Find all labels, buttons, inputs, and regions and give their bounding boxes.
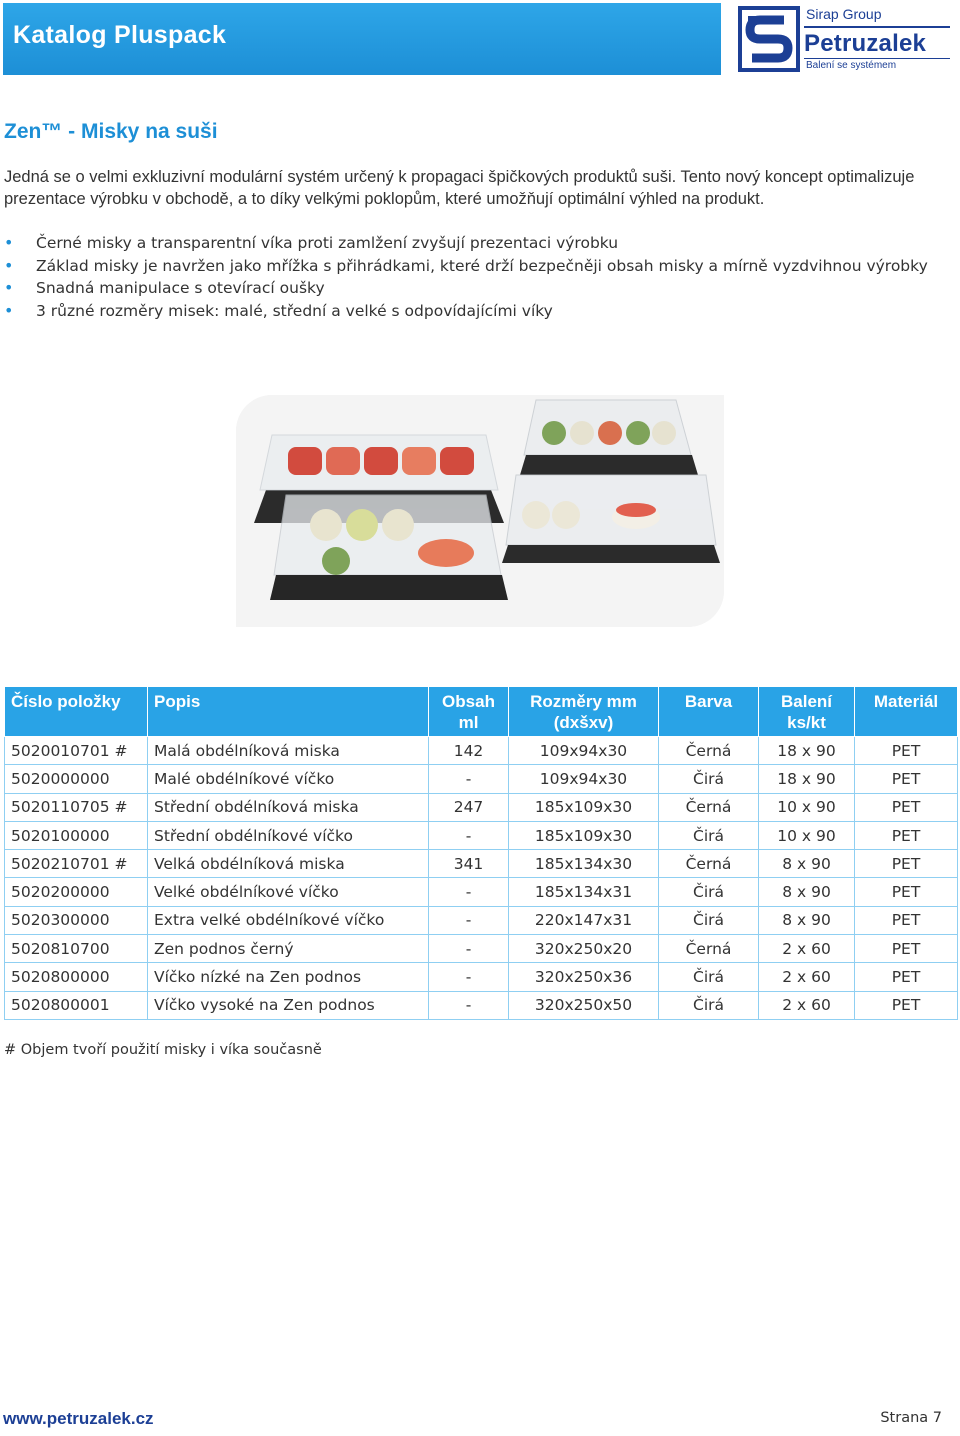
cell-material: PET	[855, 793, 958, 821]
column-header-volume[interactable]: Obsah ml	[429, 687, 509, 737]
cell-volume: -	[429, 821, 509, 849]
footer-website-link[interactable]: www.petruzalek.cz	[3, 1409, 154, 1428]
cell-material: PET	[855, 765, 958, 793]
cell-volume: 247	[429, 793, 509, 821]
column-header-description[interactable]: Popis	[148, 687, 429, 737]
cell-material: PET	[855, 991, 958, 1019]
cell-item-number: 5020000000	[5, 765, 148, 793]
cell-color: Černá	[659, 793, 759, 821]
cell-material: PET	[855, 821, 958, 849]
column-header-dimensions[interactable]: Rozměry mm (dxšxv)	[509, 687, 659, 737]
sushi-trays-illustration	[236, 395, 724, 627]
cell-color: Čirá	[659, 906, 759, 934]
cell-volume: -	[429, 963, 509, 991]
cell-description: Extra velké obdélníkové víčko	[148, 906, 429, 934]
cell-description: Střední obdélníkové víčko	[148, 821, 429, 849]
table-row[interactable]	[5, 935, 958, 963]
column-header-color[interactable]: Barva	[659, 687, 759, 737]
cell-description: Zen podnos černý	[148, 935, 429, 963]
cell-description: Malé obdélníkové víčko	[148, 765, 429, 793]
table-row[interactable]	[5, 850, 958, 878]
cell-dimensions: 185x134x31	[509, 878, 659, 906]
cell-item-number: 5020100000	[5, 821, 148, 849]
cell-volume: -	[429, 935, 509, 963]
logo-group-text: Sirap Group	[806, 6, 882, 22]
cell-color: Čirá	[659, 765, 759, 793]
logo-name-text: Petruzalek	[804, 30, 927, 57]
cell-color: Černá	[659, 737, 759, 765]
feature-item	[4, 255, 928, 278]
feature-list	[4, 232, 928, 322]
cell-packaging: 8 x 90	[759, 850, 855, 878]
cell-packaging: 8 x 90	[759, 906, 855, 934]
logo-divider	[804, 26, 950, 28]
cell-item-number: 5020800001	[5, 991, 148, 1019]
cell-dimensions: 320x250x20	[509, 935, 659, 963]
cell-color: Čirá	[659, 821, 759, 849]
cell-color: Čirá	[659, 878, 759, 906]
cell-dimensions: 185x134x30	[509, 850, 659, 878]
cell-color: Čirá	[659, 991, 759, 1019]
medium-tray	[520, 400, 698, 475]
cell-dimensions: 109x94x30	[509, 737, 659, 765]
table-row[interactable]	[5, 821, 958, 849]
product-title: Zen™ - Misky na suši	[4, 120, 218, 143]
product-photo	[236, 395, 724, 627]
cell-item-number: 5020010701 #	[5, 737, 148, 765]
cell-item-number: 5020210701 #	[5, 850, 148, 878]
cell-dimensions: 185x109x30	[509, 793, 659, 821]
cell-material: PET	[855, 737, 958, 765]
cell-packaging: 8 x 90	[759, 878, 855, 906]
cell-material: PET	[855, 906, 958, 934]
cell-description: Malá obdélníková miska	[148, 737, 429, 765]
column-header-packaging[interactable]: Balení ks/kt	[759, 687, 855, 737]
cell-item-number: 5020800000	[5, 963, 148, 991]
cell-color: Černá	[659, 850, 759, 878]
column-header-material[interactable]: Materiál	[855, 687, 958, 737]
cell-dimensions: 220x147x31	[509, 906, 659, 934]
cell-dimensions: 185x109x30	[509, 821, 659, 849]
cell-volume: -	[429, 765, 509, 793]
cell-volume: -	[429, 878, 509, 906]
cell-packaging: 10 x 90	[759, 793, 855, 821]
bullet-icon: •	[4, 300, 14, 320]
logo-tagline-text: Balení se systémem	[806, 60, 897, 71]
cell-dimensions: 109x94x30	[509, 765, 659, 793]
cell-description: Velké obdélníkové víčko	[148, 878, 429, 906]
feature-text: Snadná manipulace s otevírací oušky	[36, 279, 325, 297]
logo-divider-2	[804, 58, 950, 59]
cell-volume: -	[429, 991, 509, 1019]
table-row[interactable]	[5, 963, 958, 991]
header-bar	[3, 3, 721, 75]
cell-packaging: 2 x 60	[759, 935, 855, 963]
cell-material: PET	[855, 963, 958, 991]
table-row[interactable]	[5, 765, 958, 793]
table-row[interactable]	[5, 991, 958, 1019]
cell-packaging: 18 x 90	[759, 737, 855, 765]
product-intro: Jedná se o velmi exkluzivní modulární systém určený k propagaci špičkových produktů suši. Tento nový koncept optimalizuje prezentace výrobku v obchodě, a to díky velkými poklopům, které umožňují optimální výhled na produkt.	[4, 168, 915, 208]
table-row[interactable]	[5, 878, 958, 906]
table-footnote: # Objem tvoří použití misky i víka současně	[4, 1042, 322, 1058]
cell-dimensions: 320x250x50	[509, 991, 659, 1019]
feature-item	[4, 232, 928, 255]
cell-item-number: 5020200000	[5, 878, 148, 906]
cell-packaging: 18 x 90	[759, 765, 855, 793]
cell-description: Střední obdélníková miska	[148, 793, 429, 821]
cell-material: PET	[855, 935, 958, 963]
cell-description: Víčko nízké na Zen podnos	[148, 963, 429, 991]
petruzalek-s-logo-icon	[738, 6, 800, 72]
small-tray-right	[502, 475, 720, 563]
cell-item-number: 5020110705 #	[5, 793, 148, 821]
cell-description: Víčko vysoké na Zen podnos	[148, 991, 429, 1019]
bullet-icon: •	[4, 233, 14, 252]
cell-description: Velká obdélníková miska	[148, 850, 429, 878]
cell-material: PET	[855, 878, 958, 906]
cell-packaging: 2 x 60	[759, 963, 855, 991]
table-header-row	[5, 687, 958, 737]
cell-volume: 341	[429, 850, 509, 878]
page-header	[0, 0, 960, 78]
cell-color: Černá	[659, 935, 759, 963]
catalog-title: Katalog Pluspack	[13, 21, 227, 49]
petruzalek-logo[interactable]	[738, 4, 958, 74]
bullet-icon: •	[4, 255, 14, 275]
cell-packaging: 2 x 60	[759, 991, 855, 1019]
feature-text: Základ misky je navržen jako mřížka s přihrádkami, které drží bezpečněji obsah misky a mírně vyzdvihnou výrobky	[36, 256, 928, 275]
cell-volume: -	[429, 906, 509, 934]
feature-text: 3 různé rozměry misek: malé, střední a velké s odpovídajícími víky	[36, 301, 553, 320]
product-table	[4, 686, 958, 1020]
table-row[interactable]	[5, 793, 958, 821]
feature-text: Černé misky a transparentní víka proti zamlžení zvyšují prezentaci výrobku	[36, 234, 619, 252]
cell-color: Čirá	[659, 963, 759, 991]
cell-item-number: 5020810700	[5, 935, 148, 963]
cell-volume: 142	[429, 737, 509, 765]
page-number: Strana 7	[880, 1410, 942, 1426]
cell-packaging: 10 x 90	[759, 821, 855, 849]
table-row[interactable]	[5, 737, 958, 765]
cell-dimensions: 320x250x36	[509, 963, 659, 991]
column-header-item-number[interactable]: Číslo položky	[5, 687, 148, 737]
feature-item	[4, 277, 928, 300]
table-body	[5, 737, 958, 1020]
front-tray	[270, 495, 508, 600]
table-row[interactable]	[5, 906, 958, 934]
bullet-icon: •	[4, 278, 14, 297]
feature-item	[4, 300, 928, 323]
cell-item-number: 5020300000	[5, 906, 148, 934]
cell-material: PET	[855, 850, 958, 878]
